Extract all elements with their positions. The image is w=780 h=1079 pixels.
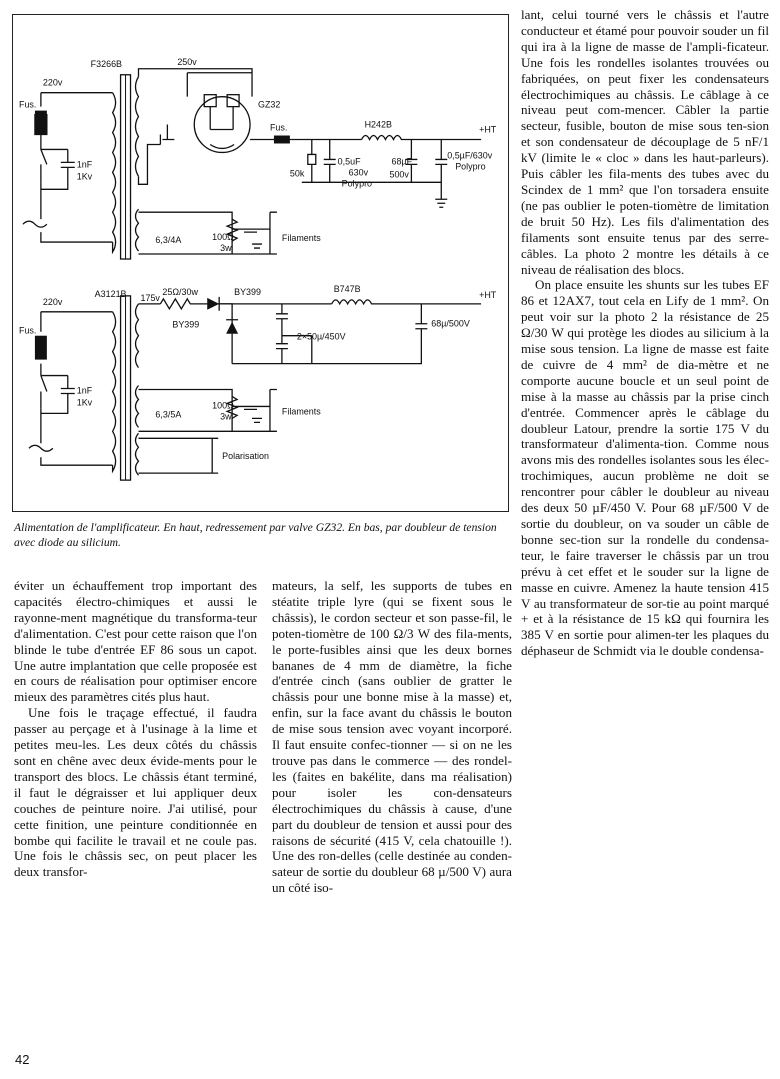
label-220v-top: 220v [42,77,63,88]
fuse-3-symbol [35,336,47,360]
label-68uf: 68µF [391,156,413,167]
page-number: 42 [15,1052,30,1067]
label-filaments-2: Filaments [281,406,321,417]
text-column-1 [14,578,257,880]
label-fus-2: Fus. [269,122,288,133]
col3-paragraph-2: On place ensuite les shunts sur les tubes EF 86 et 12AX7, tout cela en Lify de 1 mm². On peut voir sur la photo 2 la résistance de 25 Ω/30 W qui protège les diodes au silicium à la mise sous tension. La ligne de masse est faite de cuivre de 4 mm² de dia-mètre et ne comporte aucune boucle et un seul point de mise à la masse au châssis par la prise cinch d'entrée. Commencer après le câblage du doubleur Latour, prendre la sortie 175 V du transformateur d'alimenta-tion. Comme nous avons mis des rondelles isolantes sous les élec-trochimiques, aucun problème ne doit se rencontrer pour câbler le doubleur au niveau des deux 50 µF/450 V. Pour 68 µF/500 V de sortie du doubleur, on va souder un câble de bonne sec-tion sur la rondelle du condensa-teur, le faire traverser le châssis par un trou prévu à cet effet et le souder sur la ligne de masse en cuivre. Amenez la haute tension 415 V au transformateur de sor-tie au point marqué + et à la résistance de 15 kΩ qui fournira les 385 V en sortie pour alimen-ter les plaques du déphaseur de Schmidt via le double condensa- [521,277,769,659]
label-1kv-b: 1Kv [76,397,93,408]
label-a3121b: A3121B [94,288,127,299]
col1-paragraph-2: Une fois le traçage effectué, il faudra passer au perçage et à l'usinage à la lime et petites meu-les. Les deux côtés du châssis sont en chêne avec deux évide-ments pour le transport des blocs. Le châssis étant terminé, il faut le dégraisser et lui appliquer deux couches de peinture noire. J'ai utilisé, pour cette finition, une peinture conditionnée en bombe qui facilite le travail et ne coule pas. Une fois le châssis sec, on peut placer les deux transfor- [14,705,257,880]
label-filaments-1: Filaments [281,233,321,244]
fuse-1-symbol [35,111,47,135]
label-by399-a: BY399 [234,286,261,297]
label-05uf: 0,5uF [337,156,361,167]
label-3w-b: 3w [220,411,232,422]
label-1kv-a: 1Kv [76,171,93,182]
label-50k: 50k [289,168,305,179]
figure-caption: Alimentation de l'amplificateur. En haut, redressement par valve GZ32. En bas, par doubleur de tension avec diode au silicium. [14,521,497,549]
label-2x50-450v: 2×50µ/450V [296,331,346,342]
label-05uf-630v: 0,5µF/630v [447,150,493,161]
label-polypro-1: Polypro [341,178,373,189]
label-63-4a: 6,3/4A [155,235,182,246]
label-630v: 630v [348,167,369,178]
col1-paragraph-1: éviter un échauffement trop important des capacités électro-chimiques et aussi le rayonne-ment magnétique du transforma-teur d'alimentation. C'est pour cette raison que l'on blinde le tube d'entrée EF 86 sous un capot. Une autre implantation que celle proposée est en cours de réalisation pour optimiser encore mieux des paramètres cités plus haut. [14,578,257,705]
label-h242b: H242B [364,119,392,130]
power-supply-schematic [13,15,508,511]
col2-paragraph-1: mateurs, la self, les supports de tubes en stéatite triple lyre (qui se fixent sous le châssis), le cordon secteur et son passe-fil, le poten-tiomètre de 100 Ω/3 W des fila-ments, le porte-fusibles ainsi que les deux bornes bananes de 4 mm de diamètre, la fiche d'entrée cinch (sans oublier de gratter le châssis pour une bonne mise à la masse) et, enfin, sur la face avant du châssis le bouton de mise sous tension avec voyant incorporé. Il faut ensuite confec-tionner — si on ne les trouve pas dans le commerce — des rondel-les (faites en bakélite, dans ma réalisation) pour isoler les con-densateurs électrochimiques du châssis à cause, d'une part du doubleur de tension et aussi pour des raisons de sécurité (415 V, cela chatouille !). Une des ron-delles (celle destinée au conden-sateur de sortie du doubleur 68 µ/500 V) aura un côté iso- [272,578,512,896]
label-gz32: GZ32 [258,99,281,110]
label-3w-a: 3w [220,243,232,254]
label-b747b: B747B [333,283,361,294]
label-63-5a: 6,3/5A [155,409,182,420]
text-column-2 [272,578,512,896]
label-1nf-b: 1nF [76,385,93,396]
label-1nf-a: 1nF [76,159,93,170]
schematic-figure [12,14,509,512]
gz32-tube-symbol [194,97,250,153]
label-polarisation: Polarisation [222,451,269,462]
label-100ohm-b: 100Ω [212,400,234,411]
label-fus-3: Fus. [18,325,37,336]
label-220v-bottom: 220v [42,296,63,307]
label-fus-1: Fus. [18,99,37,110]
label-100ohm-a: 100Ω [212,232,234,243]
label-175v: 175v [140,292,160,303]
label-polypro-2: Polypro [455,161,486,172]
label-by399-b: BY399 [172,319,200,330]
label-25ohm-30w: 25Ω/30w [162,286,198,297]
label-500v: 500v [389,169,409,180]
label-ht-1: +HT [479,124,497,135]
col3-paragraph-1: lant, celui tourné vers le châssis et l'autre conducteur et étamé pour pouvoir souder un fil qui ira à la ligne de masse de l'ampli-ficateur. Une fois les rondelles isolantes trouvées ou fabriquées, on peut fixer les condensateurs électrochimiques au châssis. Le câblage à ce niveau peut com-mencer. Câbler la partie secteur, fusible, bouton de mise sous ten-sion et son condensateur de découplage de 5 nF/1 kV (limite le « cloc » dans les haut-parleurs). Puis câbler les fila-ments des tubes avec du Scindex de 1 mm² que l'on torsadera ensuite (ne pas oublier le poten-tiomètre de limitation de bruit 50 Hz). Les fils d'alimentation des filaments sont ensuite tenus par des serre-câbles. La photo 2 montre les détails à ce niveau de réalisation des blocs. [521,7,769,277]
text-column-3 [521,7,769,659]
label-250v: 250v [177,56,197,67]
label-ht-2: +HT [479,289,497,300]
label-68u-500v: 68µ/500V [431,318,470,329]
label-f3266b: F3266B [90,58,123,69]
